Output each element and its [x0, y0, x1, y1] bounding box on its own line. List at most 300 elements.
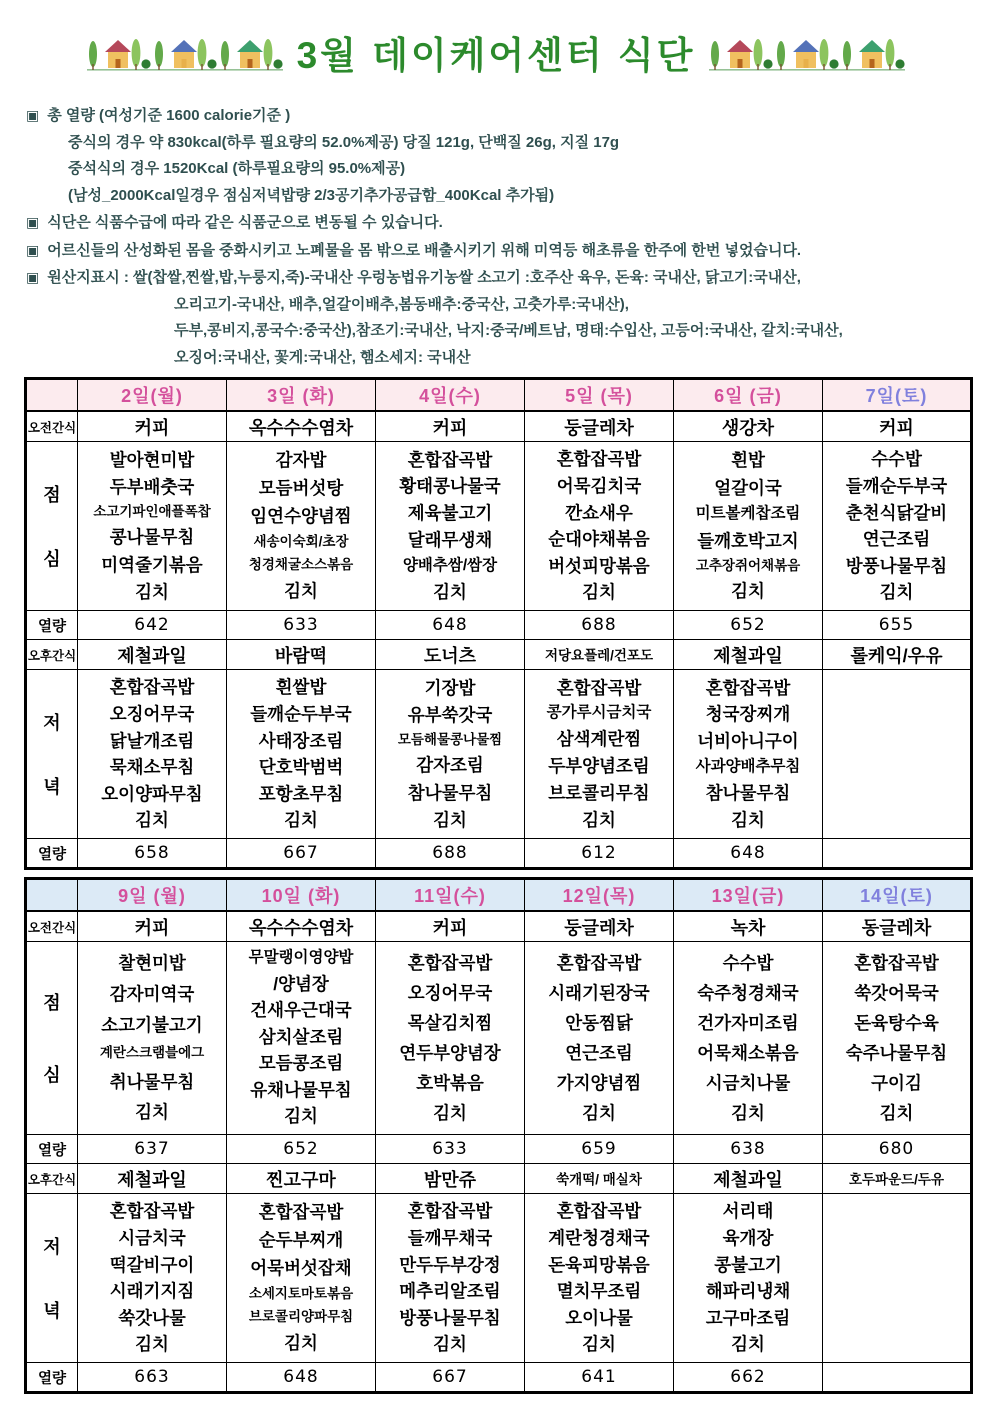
row-label-afternoon-snack: 오후간식 — [26, 1164, 78, 1194]
dish-item: 김치 — [731, 1102, 765, 1123]
note-bullet-icon: ▣ — [26, 107, 40, 123]
snack-value: 둥글레차 — [564, 917, 634, 938]
calorie-cell — [78, 611, 227, 640]
row-label-calories: 열량 — [26, 1363, 78, 1393]
calorie-cell — [376, 839, 525, 869]
date-header-row — [26, 379, 972, 412]
dish-item: 미트볼케찹조림 — [695, 505, 801, 523]
dish-item: 김치 — [879, 1102, 914, 1123]
dish-item: 김치 — [284, 1333, 318, 1354]
dish-item: 메추리알조림 — [399, 1281, 501, 1302]
calorie-value: 638 — [730, 1139, 766, 1159]
dish-item: 김치 — [731, 810, 765, 831]
dish-item: 시래기지짐 — [109, 1281, 195, 1302]
note-line — [22, 102, 992, 130]
calorie-value: 659 — [581, 1139, 617, 1159]
dish-item: 수수밥 — [871, 449, 922, 470]
menu-cell — [525, 670, 674, 839]
dish-item: 김치 — [135, 1102, 169, 1123]
dish-item: 새송이숙회/초장 — [253, 533, 349, 549]
meal-label-char: 점 — [43, 992, 61, 1013]
dish-item: 김치 — [433, 1334, 467, 1355]
calorie-value: 688 — [432, 843, 468, 863]
dish-item: 고추장쥐어채볶음 — [695, 558, 801, 574]
dish-item: 소고기파인애플폭찹 — [93, 504, 211, 520]
dish-item: 혼합잡곡밥 — [407, 1201, 493, 1222]
dish-item: 해파리냉채 — [705, 1281, 791, 1302]
date-header: 5일 (목) — [525, 379, 674, 412]
dish-item: 김치 — [731, 1334, 765, 1355]
date-header: 11일(수) — [376, 879, 525, 912]
dish-item: 시래기된장국 — [548, 982, 650, 1003]
dinner-row — [26, 1194, 972, 1363]
calorie-value: 655 — [878, 615, 915, 635]
calorie-cell — [227, 839, 376, 869]
row-label-morning-snack: 오전간식 — [26, 911, 78, 942]
dish-list — [227, 442, 375, 610]
lunch-row — [26, 442, 972, 611]
menu-cell — [78, 942, 227, 1135]
dish-item: 쑥갓어묵국 — [854, 982, 939, 1003]
morning-snack-cell — [227, 911, 376, 942]
dish-item: 혼합잡곡밥 — [407, 449, 493, 470]
snack-value: 커피 — [134, 917, 170, 938]
dish-item: 유부쑥갓국 — [407, 705, 493, 726]
week-table-2 — [24, 877, 992, 1394]
snack-value: 녹차 — [730, 917, 766, 938]
morning-snack-cell — [823, 411, 972, 442]
snack-value: 롤케익/우유 — [850, 645, 943, 666]
dish-item: 콩나물무침 — [109, 527, 195, 548]
dish-item: 가지양념찜 — [556, 1072, 642, 1093]
dish-item: 혼합잡곡밥 — [556, 449, 642, 470]
dish-item: 김치 — [284, 1106, 318, 1127]
dish-item: 혼합잡곡밥 — [854, 952, 939, 973]
morning-snack-cell — [78, 411, 227, 442]
note-text: 중석식의 경우 1520Kcal (하루필요량의 95.0%제공) — [68, 160, 406, 177]
dish-item: 오이양파무침 — [101, 783, 203, 804]
note-line — [22, 209, 992, 237]
dish-item: 발아현미밥 — [109, 449, 195, 470]
houses-trees-decoration-left — [87, 29, 283, 75]
dish-item: 김치 — [433, 1102, 467, 1123]
dish-item: 멸치무조림 — [556, 1281, 642, 1302]
morning-snack-cell — [674, 411, 823, 442]
row-label-calories: 열량 — [26, 1135, 78, 1164]
dish-item: 고구마조림 — [705, 1307, 791, 1328]
date-header: 7일(토) — [823, 379, 972, 412]
calorie-cell — [823, 1363, 972, 1393]
note-line — [22, 318, 992, 345]
calorie-value: 667 — [432, 1367, 468, 1387]
meal-label-char: 녁 — [43, 1301, 61, 1322]
note-bullet-icon: ▣ — [26, 241, 40, 258]
dish-item: 흰밥 — [731, 450, 765, 471]
menu-cell — [823, 670, 972, 839]
meal-label-char: 점 — [43, 484, 61, 505]
morning-snack-cell — [227, 411, 376, 442]
dish-item: 유채나물무침 — [250, 1079, 352, 1100]
menu-cell — [823, 1194, 972, 1363]
menu-cell — [227, 442, 376, 611]
houses-trees-decoration-right — [709, 29, 905, 75]
row-label-calories: 열량 — [26, 611, 78, 640]
calorie-value: 648 — [432, 615, 468, 635]
dish-item: 청경채굴소스볶음 — [248, 557, 354, 573]
dish-item: 소세지토마토볶음 — [248, 1285, 354, 1301]
row-label-dinner-row — [26, 670, 78, 839]
calorie-value: 633 — [283, 615, 319, 635]
note-bullet-icon: ▣ — [26, 269, 40, 285]
note-line — [22, 130, 992, 157]
morning-snack-cell — [823, 911, 972, 942]
note-line — [22, 345, 992, 372]
dish-item: 들깨무채국 — [407, 1227, 493, 1248]
meal-label-char: 저 — [43, 712, 61, 733]
dish-item: 콩불고기 — [714, 1254, 782, 1275]
calorie-cell — [227, 611, 376, 640]
afternoon-snack-cell — [376, 640, 525, 670]
dish-item: 깐쇼새우 — [565, 502, 633, 523]
note-text: 어르신들의 산성화된 몸을 중화시키고 노폐물을 몸 밖으로 배출시키기 위해 미역등 해초류을 한주에 한번 넣었습니다. — [47, 241, 802, 259]
dinner-row — [26, 670, 972, 839]
morning-snack-cell — [525, 911, 674, 942]
afternoon-snack-cell — [674, 640, 823, 670]
dish-list — [376, 670, 524, 838]
snack-value: 밤만쥬 — [423, 1169, 477, 1190]
dish-item: 오징어무국 — [109, 703, 195, 724]
dish-item: 흰쌀밥 — [275, 677, 327, 698]
dish-item: 콩가루시금치국 — [546, 704, 652, 722]
calorie-cell — [78, 839, 227, 869]
calorie-value: 658 — [134, 843, 170, 863]
dish-item: 오징어무국 — [407, 982, 493, 1003]
calorie-value: 662 — [730, 1367, 766, 1387]
dish-item: 연근조림 — [565, 1042, 633, 1063]
note-text: 두부,콩비지,콩국수:중국산),참조기:국내산, 낙지:중국/베트남, 명태:수입산, 고등어:국내산, 갈치:국내산, — [174, 322, 843, 339]
calorie-cell — [674, 611, 823, 640]
meal-label-char: 심 — [43, 549, 61, 570]
calorie-cell — [525, 839, 674, 869]
dish-item: 계란스크램블에그 — [99, 1045, 205, 1061]
calorie-cell — [376, 611, 525, 640]
snack-value: 커피 — [134, 417, 170, 438]
dish-item: 들깨순두부국 — [845, 475, 948, 496]
dish-item: 어묵버섯잡채 — [250, 1258, 352, 1279]
afternoon-snack-cell — [78, 640, 227, 670]
dish-item: 소고기불고기 — [101, 1014, 203, 1035]
dish-list — [227, 942, 375, 1134]
dish-item: 제육불고기 — [407, 503, 493, 524]
dish-item: 단호박범벅 — [258, 757, 344, 778]
menu-cell — [823, 942, 972, 1135]
calorie-cell — [376, 1135, 525, 1164]
dish-item: 혼합잡곡밥 — [705, 677, 791, 698]
calorie-cell — [525, 1135, 674, 1164]
dish-item: 수수밥 — [722, 952, 774, 973]
date-header: 9일 (월) — [78, 879, 227, 912]
dish-item: 계란청경채국 — [548, 1227, 650, 1248]
dish-item: 방풍나물무침 — [845, 555, 948, 576]
header-corner-cell — [26, 879, 78, 912]
snack-value: 호두파운드/두유 — [848, 1172, 945, 1187]
lunch-calories-row — [26, 1135, 972, 1164]
dish-list — [525, 442, 673, 610]
menu-cell — [78, 1194, 227, 1363]
calorie-cell — [78, 1135, 227, 1164]
dish-item: 닭날개조림 — [109, 730, 195, 751]
calorie-cell — [525, 1363, 674, 1393]
note-text: (남성_2000Kcal일경우 점심저녁밥량 2/3공기추가공급함_400Kcal 추가됨) — [68, 186, 555, 204]
calorie-cell — [227, 1363, 376, 1393]
calorie-cell — [823, 839, 972, 869]
calorie-cell — [674, 839, 823, 869]
snack-value: 쑥개떡/ 매실차 — [556, 1172, 642, 1187]
dish-list — [227, 1194, 375, 1362]
dish-item: 들깨순두부국 — [250, 703, 352, 724]
note-bullet-icon: ▣ — [26, 214, 40, 230]
morning-snack-row — [26, 411, 972, 442]
dish-item: 취나물무침 — [109, 1071, 195, 1092]
menu-cell — [823, 442, 972, 611]
dish-list — [823, 1194, 970, 1362]
menu-cell — [227, 942, 376, 1135]
dish-item: 청국장찌개 — [705, 704, 791, 725]
menu-cell — [525, 942, 674, 1135]
dish-item: 숙주나물무침 — [845, 1042, 948, 1063]
dish-item: 오이나물 — [565, 1307, 633, 1328]
menu-cell — [376, 942, 525, 1135]
dish-item: 찰현미밥 — [118, 953, 186, 974]
note-text: 원산지표시 : 쌀(찹쌀,찐쌀,밥,누룽지,죽)-국내산 우렁농법유기농쌀 소고기 :호주산 육우, 돈육: 국내산, 닭고기:국내산, — [47, 269, 801, 286]
calorie-value: 652 — [283, 1139, 319, 1159]
dish-item: 모듬콩조림 — [258, 1053, 344, 1074]
dish-item: 방풍나물무침 — [399, 1307, 501, 1328]
dish-item: 묵채소무침 — [109, 757, 195, 778]
week-table-1 — [24, 377, 992, 870]
dish-list — [78, 1194, 226, 1362]
dish-item: 연근조림 — [862, 529, 931, 550]
calorie-cell — [227, 1135, 376, 1164]
note-line — [22, 237, 992, 265]
dish-item: 김치 — [135, 810, 169, 831]
dinner-calories-row — [26, 1363, 972, 1393]
note-text: 총 열량 (여성기준 1600 calorie기준 ) — [47, 107, 291, 124]
afternoon-snack-cell — [823, 640, 972, 670]
dish-item: 김치 — [582, 1102, 616, 1123]
date-header: 13일(금) — [674, 879, 823, 912]
snack-value: 제철과일 — [117, 645, 187, 666]
dish-list — [376, 1194, 524, 1362]
snack-value: 옥수수수염차 — [248, 917, 354, 938]
dish-item: 감자조림 — [416, 755, 484, 776]
note-text: 식단은 식품수급에 따라 같은 식품군으로 변동될 수 있습니다. — [47, 214, 443, 231]
dish-item: 시금치나물 — [705, 1072, 791, 1093]
dish-list — [823, 442, 970, 610]
dish-list — [376, 942, 524, 1134]
afternoon-snack-cell — [525, 640, 674, 670]
meal-label-char: 심 — [43, 1065, 61, 1086]
row-label-morning-snack: 오전간식 — [26, 411, 78, 442]
dish-item: 구이김 — [871, 1072, 922, 1093]
dish-item: 달래무생채 — [407, 530, 493, 551]
dish-item: 얼갈이국 — [714, 477, 782, 498]
dish-list — [78, 670, 226, 838]
afternoon-snack-cell — [525, 1164, 674, 1194]
dish-list — [376, 442, 524, 610]
dish-list — [674, 442, 822, 610]
meal-label — [27, 942, 77, 1134]
afternoon-snack-cell — [376, 1164, 525, 1194]
dish-item: 안동찜닭 — [565, 1012, 633, 1033]
calorie-cell — [525, 611, 674, 640]
calorie-cell — [674, 1363, 823, 1393]
dish-item: 브로콜리무침 — [548, 783, 650, 804]
dish-list — [525, 942, 673, 1134]
dish-item: 김치 — [433, 809, 467, 830]
afternoon-snack-cell — [674, 1164, 823, 1194]
dish-item: 김치 — [284, 810, 318, 831]
dish-list — [78, 942, 226, 1134]
afternoon-snack-cell — [227, 640, 376, 670]
dish-item: 무말랭이영양밥 — [248, 949, 354, 967]
snack-value: 커피 — [432, 917, 468, 938]
morning-snack-cell — [376, 911, 525, 942]
dish-item: 브로콜리양파무침 — [248, 1309, 354, 1325]
dish-item: 버섯피망볶음 — [548, 555, 650, 576]
dish-item: 혼합잡곡밥 — [556, 1201, 642, 1222]
dish-item: 연두부양념장 — [399, 1042, 501, 1063]
date-header-row — [26, 879, 972, 912]
dish-item: 양배추쌈/쌈장 — [402, 557, 498, 575]
morning-snack-cell — [674, 911, 823, 942]
menu-table — [24, 877, 973, 1394]
calorie-value: 652 — [730, 615, 766, 635]
dish-item: 춘천식닭갈비 — [845, 502, 948, 523]
row-label-afternoon-snack: 오후간식 — [26, 640, 78, 670]
calorie-value: 648 — [283, 1367, 319, 1387]
dish-list — [78, 442, 226, 610]
lunch-calories-row — [26, 611, 972, 640]
calorie-value: 648 — [730, 843, 766, 863]
dish-item: 순두부찌개 — [258, 1230, 344, 1251]
dish-item: 들깨호박고지 — [697, 530, 799, 551]
dish-item: 참나물무침 — [407, 782, 493, 803]
lunch-row — [26, 942, 972, 1135]
dish-item: 어묵채소볶음 — [697, 1042, 799, 1063]
dish-list — [674, 1194, 822, 1362]
afternoon-snack-cell — [823, 1164, 972, 1194]
snack-value: 제철과일 — [117, 1169, 187, 1190]
dish-item: 혼합잡곡밥 — [258, 1202, 344, 1223]
menu-cell — [525, 1194, 674, 1363]
note-line — [22, 292, 992, 319]
dish-item: 포항초무침 — [258, 783, 344, 804]
morning-snack-cell — [78, 911, 227, 942]
dish-item: 황태콩나물국 — [399, 476, 501, 497]
menu-cell — [674, 1194, 823, 1363]
dish-list — [525, 670, 673, 838]
dish-item: 쑥갓나물 — [118, 1307, 186, 1328]
afternoon-snack-cell — [78, 1164, 227, 1194]
calorie-cell — [823, 611, 972, 640]
dish-list — [674, 942, 822, 1134]
snack-value: 찐고구마 — [266, 1169, 336, 1190]
dish-item: 떡갈비구이 — [109, 1254, 195, 1275]
dish-item: 육개장 — [722, 1227, 774, 1248]
calorie-value: 642 — [134, 615, 170, 635]
menu-cell — [525, 442, 674, 611]
date-header: 6일 (금) — [674, 379, 823, 412]
calorie-value: 633 — [432, 1139, 468, 1159]
dish-item: 감자밥 — [275, 450, 327, 471]
dish-item: 두부배춧국 — [109, 477, 195, 498]
menu-cell — [227, 670, 376, 839]
meal-label-char: 녁 — [43, 777, 61, 798]
tables — [24, 377, 992, 1394]
menu-table — [24, 377, 973, 870]
meal-label — [27, 1194, 77, 1362]
row-label-lunch-row — [26, 442, 78, 611]
date-header: 10일 (화) — [227, 879, 376, 912]
dish-item: 모듬해물콩나물찜 — [397, 732, 503, 748]
dish-item: 삼색계란찜 — [556, 729, 642, 750]
dish-item: /양념장 — [273, 973, 329, 994]
dish-item: 삼치살조림 — [258, 1026, 344, 1047]
page-title: 3월 데이케어센터 식단 — [296, 35, 696, 76]
calorie-value: 637 — [134, 1139, 170, 1159]
menu-cell — [78, 670, 227, 839]
dish-item: 돈육탕수육 — [854, 1012, 939, 1033]
dish-item: 목살김치찜 — [407, 1012, 493, 1033]
dish-item: 김치 — [582, 810, 616, 831]
meal-label — [27, 670, 77, 838]
dish-item: 김치 — [135, 581, 169, 602]
dish-item: 호박볶음 — [416, 1072, 484, 1093]
dish-list — [674, 670, 822, 838]
date-header: 12일(목) — [525, 879, 674, 912]
dish-item: 김치 — [582, 1334, 616, 1355]
dish-item: 김치 — [582, 582, 616, 603]
date-header: 4일(수) — [376, 379, 525, 412]
morning-snack-row — [26, 911, 972, 942]
row-label-lunch-row — [26, 942, 78, 1135]
notes — [22, 102, 992, 371]
afternoon-snack-cell — [227, 1164, 376, 1194]
row-label-dinner-row — [26, 1194, 78, 1363]
title-bar — [0, 16, 992, 88]
menu-cell — [376, 1194, 525, 1363]
calorie-value: 641 — [581, 1367, 617, 1387]
calorie-value: 612 — [581, 843, 617, 863]
calorie-value: 680 — [878, 1139, 915, 1159]
snack-value: 도너츠 — [423, 645, 477, 666]
row-label-calories: 열량 — [26, 839, 78, 869]
dish-item: 참나물무침 — [705, 783, 791, 804]
dish-item: 사태장조림 — [258, 730, 344, 751]
menu-cell — [674, 942, 823, 1135]
calorie-value: 663 — [134, 1367, 170, 1387]
snack-value: 바람떡 — [274, 645, 328, 666]
snack-value: 둥글레차 — [564, 417, 634, 438]
dish-item: 건가자미조림 — [697, 1012, 799, 1033]
dish-item: 시금치국 — [118, 1227, 186, 1248]
meal-label-char: 저 — [43, 1236, 61, 1257]
dish-item: 사과양배추무침 — [695, 758, 801, 776]
dish-list — [525, 1194, 673, 1362]
afternoon-snack-row — [26, 1164, 972, 1194]
snack-value: 커피 — [432, 417, 468, 438]
